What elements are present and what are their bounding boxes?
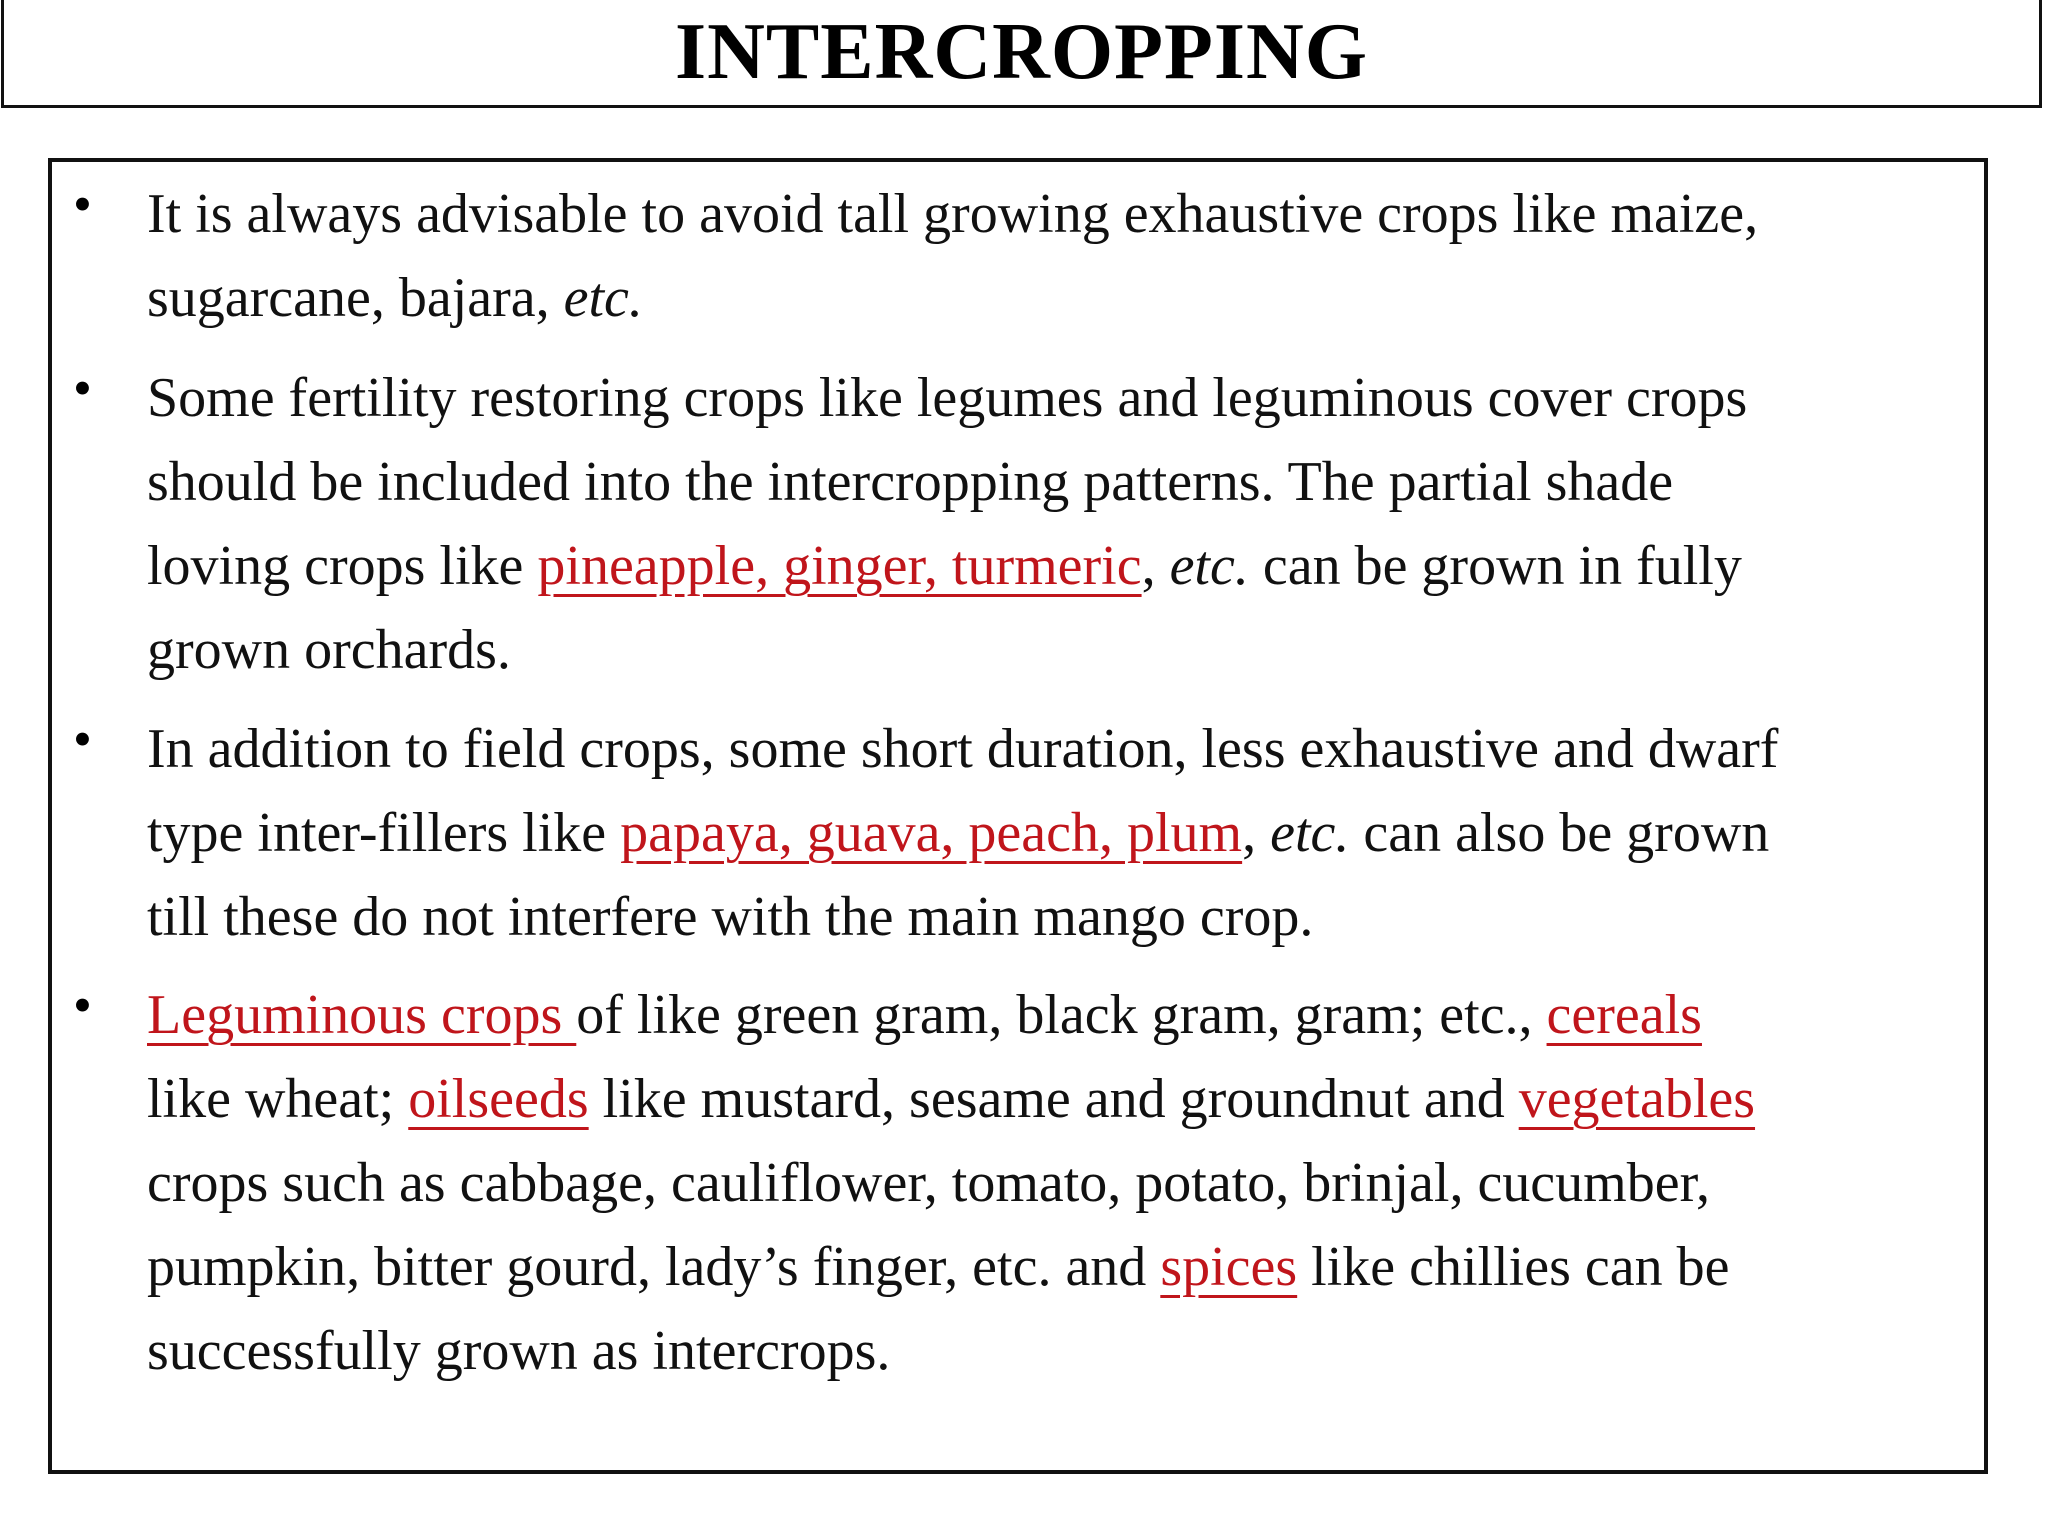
text-segment: , [1141,535,1170,597]
bullet-dot: • [73,174,92,234]
text-line [147,1225,2027,1309]
highlighted-term: spices [1160,1236,1298,1298]
italic-text: etc. [563,267,643,329]
highlighted-term: Leguminous crops [147,984,577,1046]
text-line [147,1141,2027,1225]
text-segment: till these do not interfere with the main mango crop. [147,886,1314,948]
highlighted-term: papaya, guava, peach, plum [620,802,1243,864]
bullet-text [147,707,2027,959]
text-line [147,356,2027,440]
text-line [147,707,2027,791]
text-segment: loving crops like [147,535,538,597]
text-line [147,875,2027,959]
text-segment: like mustard, sesame and groundnut and [588,1068,1519,1130]
text-segment: of like green gram, black gram, gram; etc., [576,984,1547,1046]
text-line [147,791,2027,875]
text-line [147,440,2027,524]
text-segment: pumpkin, bitter gourd, lady’s finger, etc. and [147,1236,1161,1298]
italic-text: etc. [1270,802,1350,864]
text-segment: should be included into the intercropping patterns. The partial shade [147,451,1674,513]
bullet-text [147,973,2027,1393]
highlighted-term: pineapple, ginger, turmeric [537,535,1142,597]
bullet-dot: • [73,358,92,418]
text-line [147,1057,2027,1141]
text-segment: grown orchards. [147,619,511,681]
title-box [1,0,2042,108]
text-segment: type inter-fillers like [147,802,621,864]
text-segment: crops such as cabbage, cauliflower, tomato, potato, brinjal, cucumber, [147,1152,1710,1214]
text-line [147,172,2027,256]
text-line [147,973,2027,1057]
page-title: INTERCROPPING [674,8,1369,96]
italic-text: etc. [1169,535,1249,597]
bullet-text [147,356,2027,692]
text-segment: like wheat; [147,1068,409,1130]
text-segment: can be grown in fully [1248,535,1742,597]
highlighted-term: oilseeds [408,1068,589,1130]
text-segment: Some fertility restoring crops like legumes and leguminous cover crops [147,367,1748,429]
text-line [147,256,2027,340]
bullet-dot: • [73,709,92,769]
text-segment: In addition to field crops, some short duration, less exhaustive and dwarf [147,718,1779,780]
text-segment: sugarcane, bajara, [147,267,564,329]
text-segment: like chillies can be [1297,1236,1730,1298]
text-segment: , [1242,802,1271,864]
text-line [147,1309,2027,1393]
bullet-text [147,172,2027,340]
text-segment: successfully grown as intercrops. [147,1320,891,1382]
content-box [48,158,1988,1474]
text-segment: can also be grown [1349,802,1770,864]
text-line [147,608,2027,692]
text-segment: It is always advisable to avoid tall growing exhaustive crops like maize, [147,183,1759,245]
highlighted-term: vegetables [1518,1068,1756,1130]
bullet-dot: • [73,975,92,1035]
text-line [147,524,2027,608]
highlighted-term: cereals [1546,984,1702,1046]
